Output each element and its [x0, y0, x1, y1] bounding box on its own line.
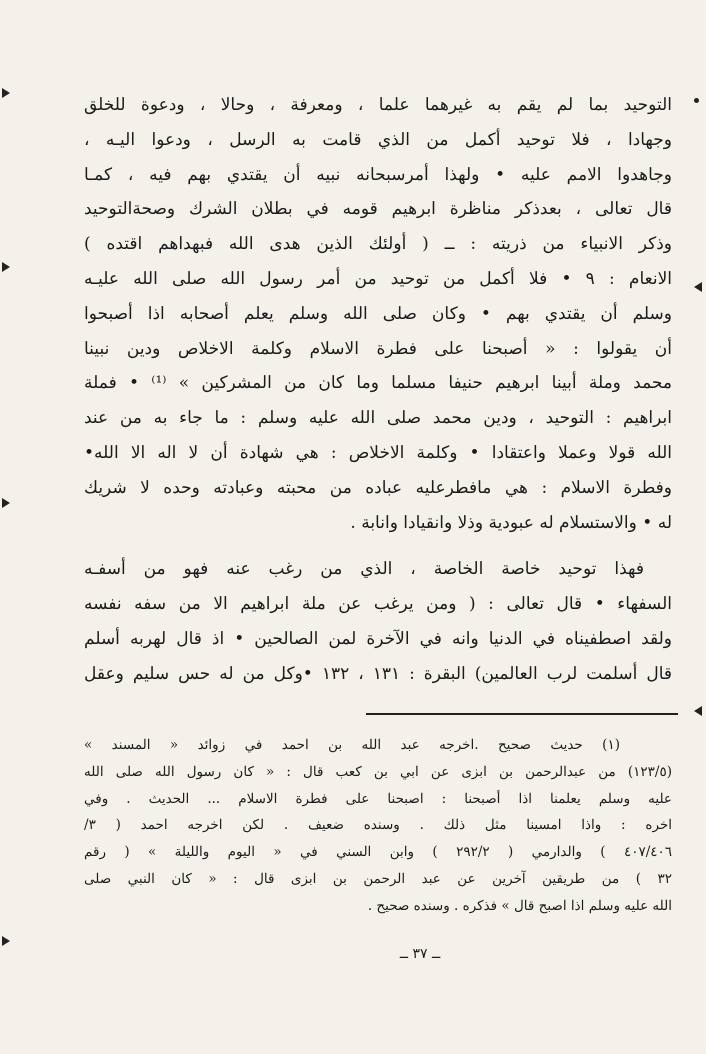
- footnote-line: عليه وسلم يعلمنا اذا أصبحنا : اصبحنا على فطرة الاسلام ... الحديث . وفي: [84, 790, 672, 807]
- margin-mark: [694, 706, 702, 716]
- footnote-line: اخره : واذا امسينا مثل ذلك . وسنده ضعيف . لكن اخرجه احمد ( ٣/: [84, 817, 672, 834]
- text-line: قال تعالى ، بعدذكر مناظرة ابرهيم قومه في بطلان الشرك وصحةالتوحيد: [84, 199, 672, 220]
- margin-mark: [2, 262, 10, 272]
- footnote-line: (١) حديث صحيح .اخرجه عبد الله بن احمد في زوائد « المسند »: [84, 737, 620, 753]
- footnote-line: الله عليه وسلم اذا اصبح قال » فذكره . وسنده صحيح .: [367, 897, 672, 914]
- text-line: الانعام : ٩ • فلا أكمل من توحيد من أمر رسول الله صلى الله عليـه: [84, 268, 672, 289]
- footnote-divider: [366, 713, 678, 715]
- text-line: وجاهدوا الامم عليه • ولهذا أمرسبحانه نبيه أن يقتدي بهم فيه ، كمـا: [84, 164, 672, 185]
- margin-mark: [2, 88, 10, 98]
- text-line: ابراهيم : التوحيد ، ودين محمد صلى الله عليه وسلم : ما جاء به من عند: [84, 408, 672, 429]
- text-line: وجهادا ، فلا توحيد أكمل من الذي قامت به الرسل ، ودعوا اليـه ،: [84, 129, 672, 150]
- text-line: له • والاستسلام له عبودية وذلا وانقيادا وانابة .: [350, 512, 672, 533]
- footnotes: [84, 732, 672, 920]
- text-line: وفطرة الاسلام : هي مافطرعليه عباده من محبته وعبادته وحده لا شريك: [84, 477, 672, 498]
- text-line: وسلم أن يقتدي بهم • وكان صلى الله وسلم يعلم أصحابه اذا أصبحوا: [84, 303, 672, 324]
- text-line: التوحيد بما لم يقم به غيرهما علما ، ومعرفة ، وحالا ، ودعوة للخلق: [84, 95, 672, 115]
- text-line: السفهاء • قال تعالى : ( ومن يرغب عن ملة ابراهيم الا من سفه نفسه: [84, 594, 672, 615]
- margin-dot: [694, 98, 699, 103]
- text-line: فهذا توحيد خاصة الخاصة ، الذي من رغب عنه فهو من أسفـه: [84, 559, 644, 580]
- margin-mark: [2, 498, 10, 508]
- text-line: أن يقولوا : « أصبحنا على فطرة الاسلام وكلمة الاخلاص ودين نبينا: [84, 338, 672, 359]
- text-line: ولقد اصطفيناه في الدنيا وانه في الآخرة لمن الصالحين • اذ قال لهربه أسلم: [84, 628, 672, 649]
- footnote-line: (١٢٣/٥) من عبدالرحمن بن ابزى عن ابي بن كعب قال : « كان رسول الله صلى الله: [84, 763, 672, 780]
- footnote-line: ٣٢ ) من طريقين آخرين عن عبد الرحمن بن ابزى قال : « كان النبي صلى: [84, 870, 672, 887]
- margin-mark: [694, 282, 702, 292]
- main-text: [84, 88, 672, 692]
- text-line: محمد وملة أبينا ابرهيم حنيفا مسلما وما كان من المشركين » ⁽¹⁾ • فملة: [84, 373, 672, 394]
- text-line: الله قولا وعملا واعتقادا • وكلمة الاخلاص : هي شهادة أن لا اله الا الله•: [84, 442, 672, 463]
- text-line: وذكر الانبياء من ذريته : ــ ( أولئك الذين هدى الله فبهداهم اقتده ): [84, 234, 672, 255]
- margin-mark: [2, 936, 10, 946]
- page-number: ــ ٣٧ ــ: [399, 946, 441, 962]
- text-line: قال أسلمت لرب العالمين) البقرة : ١٣١ ، ١٣٢ •وكل من له حس سليم وعقل: [84, 663, 672, 684]
- footnote-line: ٤٠٧/٤٠٦ ) والدارمي ( ٢٩٢/٢ ) وابن السني في « اليوم والليلة » ( رقم: [84, 844, 672, 861]
- paragraph-gap: [84, 540, 672, 552]
